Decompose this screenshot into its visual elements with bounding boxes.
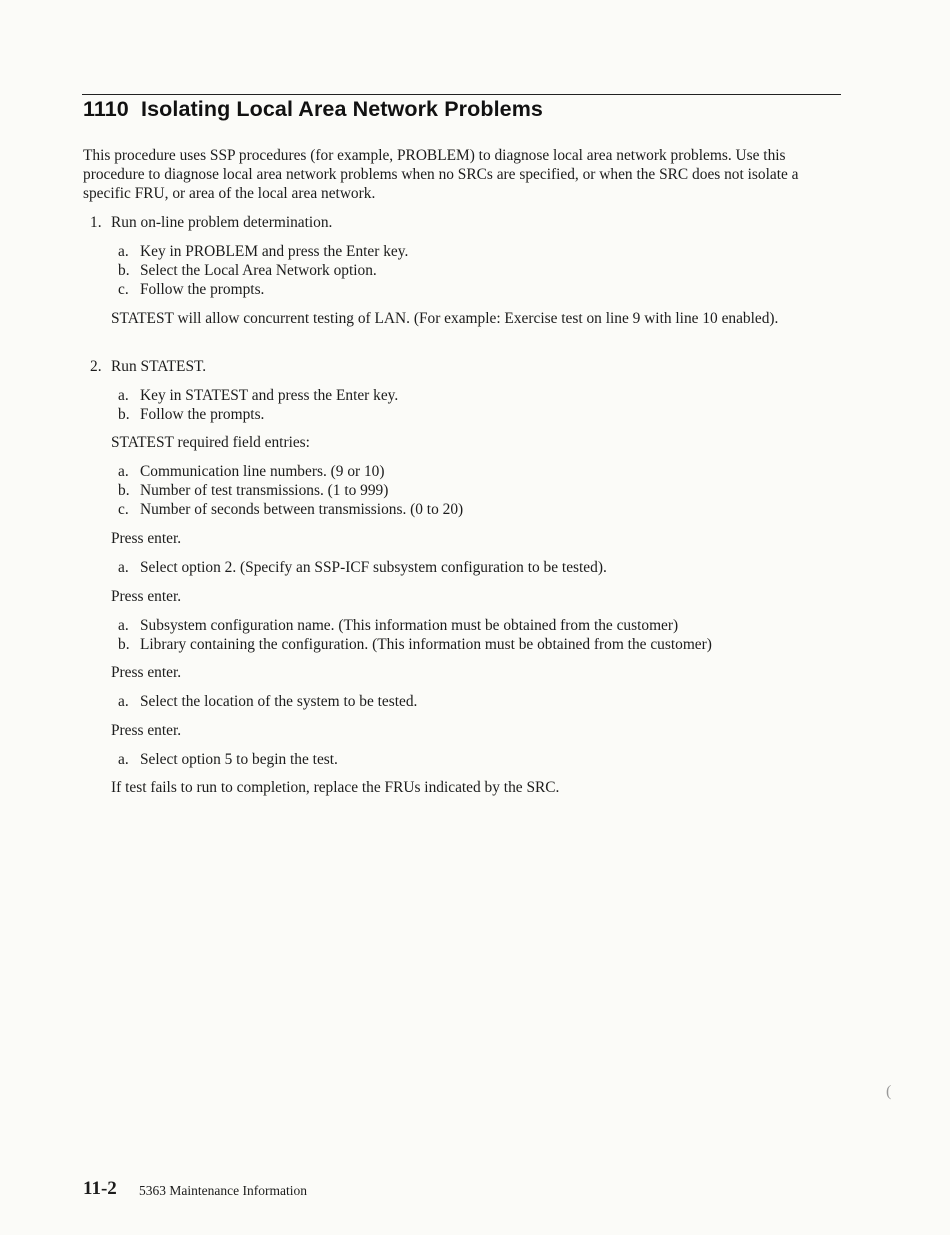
step-1b-text: Select the Local Area Network option.	[140, 262, 377, 279]
step-1c-text: Follow the prompts.	[140, 281, 265, 298]
config-b-text: Library containing the configuration. (This information must be obtained from the customer)	[140, 636, 712, 653]
step-2-text: Run STATEST.	[111, 358, 207, 375]
section-heading	[83, 97, 543, 122]
step-1-note: STATEST will allow concurrent testing of LAN. (For example: Exercise test on line 9 with line 10 enabled).	[111, 310, 779, 327]
begin-test-text: Select option 5 to begin the test.	[140, 751, 338, 768]
heading-rule	[82, 94, 841, 95]
step-2b-text: Follow the prompts.	[140, 406, 265, 423]
step-1b-label: b.	[118, 262, 130, 279]
step-2-number: 2.	[90, 358, 102, 375]
intro-paragraph: This procedure uses SSP procedures (for example, PROBLEM) to diagnose local area network problems. Use this procedure to diagnose local area network problems when no SRCs are specified, or when the SRC does not isolate a specific FRU, or area of the local area network.	[83, 147, 799, 202]
required-a-label: a.	[118, 463, 129, 480]
select-option-2-label: a.	[118, 559, 129, 576]
required-c-text: Number of seconds between transmissions. (0 to 20)	[140, 501, 464, 518]
step-1-number: 1.	[90, 214, 102, 231]
step-1-text: Run on-line problem determination.	[111, 214, 333, 231]
step-1a-text: Key in PROBLEM and press the Enter key.	[140, 243, 409, 260]
margin-mark: (	[886, 1083, 892, 1100]
required-b-label: b.	[118, 482, 130, 499]
required-heading: STATEST required field entries:	[111, 434, 310, 451]
select-option-2-text: Select option 2. (Specify an SSP-ICF subsystem configuration to be tested).	[140, 559, 607, 576]
step-1c-label: c.	[118, 281, 129, 298]
press-enter-4: Press enter.	[111, 722, 182, 739]
step-2a-text: Key in STATEST and press the Enter key.	[140, 387, 399, 404]
section-number: 1110	[83, 97, 129, 121]
section-title: Isolating Local Area Network Problems	[141, 97, 543, 121]
press-enter-3: Press enter.	[111, 664, 182, 681]
location-label: a.	[118, 693, 129, 710]
location-text: Select the location of the system to be tested.	[140, 693, 418, 710]
config-a-label: a.	[118, 617, 129, 634]
begin-test-label: a.	[118, 751, 129, 768]
step-1a-label: a.	[118, 243, 129, 260]
failure-instruction: If test fails to run to completion, replace the FRUs indicated by the SRC.	[111, 779, 560, 796]
required-c-label: c.	[118, 501, 129, 518]
required-b-text: Number of test transmissions. (1 to 999)	[140, 482, 389, 499]
press-enter-1: Press enter.	[111, 530, 182, 547]
step-2a-label: a.	[118, 387, 129, 404]
step-2b-label: b.	[118, 406, 130, 423]
config-b-label: b.	[118, 636, 130, 653]
footer-title: 5363 Maintenance Information	[139, 1183, 307, 1198]
press-enter-2: Press enter.	[111, 588, 182, 605]
required-a-text: Communication line numbers. (9 or 10)	[140, 463, 385, 480]
config-a-text: Subsystem configuration name. (This information must be obtained from the customer)	[140, 617, 679, 634]
footer-page-number: 11-2	[83, 1178, 117, 1199]
